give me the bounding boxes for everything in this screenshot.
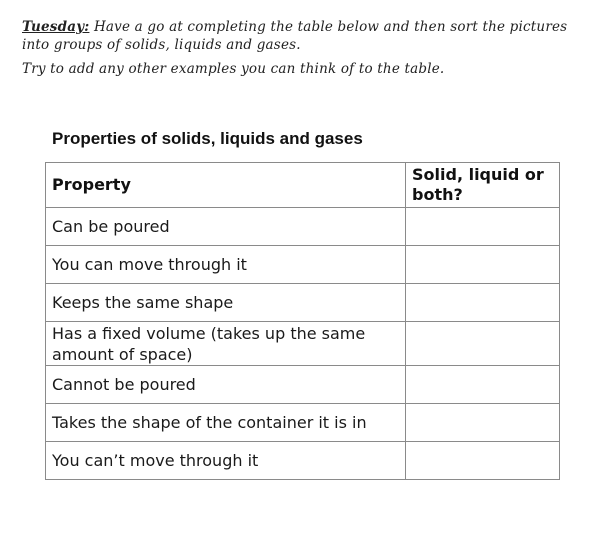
table-row [46, 246, 560, 284]
table-row [46, 208, 560, 246]
answer-cell[interactable] [406, 442, 560, 480]
table-header-row [46, 163, 560, 208]
answer-cell[interactable] [406, 322, 560, 366]
table-row [46, 404, 560, 442]
property-cell: Keeps the same shape [46, 284, 406, 322]
instruction-line [22, 18, 582, 54]
table-row [46, 284, 560, 322]
answer-cell[interactable] [406, 404, 560, 442]
instructions [22, 18, 582, 78]
properties-table [45, 162, 560, 480]
answer-cell[interactable] [406, 284, 560, 322]
answer-cell[interactable] [406, 366, 560, 404]
extra-instruction: Try to add any other examples you can think of to the table. [22, 61, 445, 77]
property-cell: You can’t move through it [46, 442, 406, 480]
table-title: Properties of solids, liquids and gases [52, 129, 363, 148]
property-cell: Cannot be poured [46, 366, 406, 404]
answer-cell[interactable] [406, 246, 560, 284]
header-property: Property [46, 163, 406, 208]
answer-cell[interactable] [406, 208, 560, 246]
property-cell: Can be poured [46, 208, 406, 246]
table-row [46, 366, 560, 404]
day-label: Tuesday: [22, 19, 90, 35]
property-cell: Has a fixed volume (takes up the same amount of space) [46, 322, 406, 366]
property-cell: You can move through it [46, 246, 406, 284]
header-answer: Solid, liquid or both? [406, 163, 560, 208]
property-cell: Takes the shape of the container it is in [46, 404, 406, 442]
table-row [46, 322, 560, 366]
table-row [46, 442, 560, 480]
instruction-text: Have a go at completing the table below and then sort the pictures into groups of solids, liquids and gases. [22, 19, 568, 53]
